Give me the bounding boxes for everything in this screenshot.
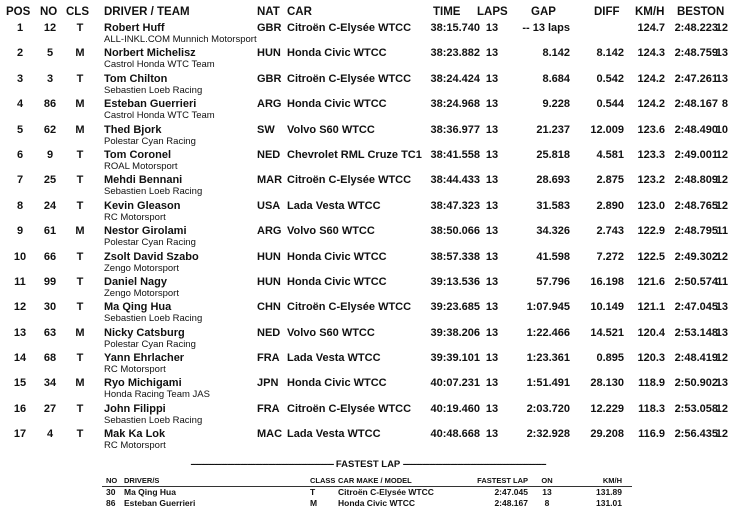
- table-row: [0, 301, 736, 326]
- cell-laps: 13: [485, 47, 499, 60]
- header-gap: GAP: [531, 6, 556, 18]
- cell-no: 68: [43, 352, 57, 365]
- cell-team: Castrol Honda WTC Team: [104, 59, 215, 71]
- cell-no: 27: [43, 402, 57, 415]
- cell-pos: 2: [16, 47, 24, 60]
- cell-on: 12: [715, 22, 728, 34]
- cell-no: 63: [43, 326, 57, 339]
- results-header: [0, 6, 736, 22]
- fl-cell-driver: Esteban Guerrieri: [124, 498, 196, 508]
- cell-best: 2:50.574: [674, 275, 718, 288]
- cell-on: 8: [721, 98, 728, 111]
- cell-driver: Mak Ka Lok: [104, 428, 166, 441]
- cell-best: 2:48.809: [674, 174, 718, 187]
- cell-gap: 8.684: [542, 72, 570, 85]
- cell-nat: GBR: [257, 22, 282, 34]
- cell-kmh: 120.4: [637, 326, 665, 339]
- cell-team: Zengo Motorsport: [104, 287, 179, 299]
- cell-kmh: 123.6: [637, 123, 665, 136]
- cell-diff: 0.542: [596, 72, 624, 85]
- cell-cls: T: [76, 301, 84, 314]
- table-row: [0, 73, 736, 98]
- cell-laps: 13: [485, 250, 499, 263]
- cell-time: 40:48.668: [430, 428, 480, 441]
- header-car: CAR: [287, 6, 312, 18]
- table-row: [0, 149, 736, 174]
- fl-header-class: CLASS: [310, 476, 336, 485]
- cell-best: 2:48.759: [674, 47, 718, 60]
- fl-cell-lap: 2:48.167: [494, 498, 528, 508]
- cell-kmh: 124.2: [637, 72, 665, 85]
- cell-gap: 28.693: [536, 174, 570, 187]
- table-row: [0, 251, 736, 276]
- cell-best: 2:48.223: [674, 22, 718, 34]
- cell-car: Honda Civic WTCC: [287, 47, 387, 60]
- cell-driver: Ryo Michigami: [104, 377, 182, 390]
- cell-nat: JPN: [257, 377, 279, 390]
- cell-kmh: 123.3: [637, 148, 665, 161]
- cell-pos: 15: [13, 377, 27, 390]
- fastest-lap-row: [102, 487, 662, 498]
- cell-cls: M: [75, 377, 85, 390]
- cell-on: 12: [715, 148, 728, 161]
- cell-on: 12: [715, 174, 728, 187]
- header-diff: DIFF: [594, 6, 620, 18]
- cell-best: 2:49.302: [674, 250, 718, 263]
- cell-time: 38:24.424: [430, 72, 480, 85]
- cell-car: Honda Civic WTCC: [287, 275, 387, 288]
- cell-laps: 13: [485, 72, 499, 85]
- cell-car: Volvo S60 WTCC: [287, 123, 375, 136]
- cell-on: 12: [715, 402, 728, 415]
- fl-cell-class: T: [310, 487, 316, 497]
- cell-diff: 0.895: [596, 352, 624, 365]
- cell-diff: 0.544: [596, 98, 624, 111]
- cell-driver: Nicky Catsburg: [104, 326, 185, 339]
- cell-cls: T: [76, 22, 84, 34]
- cell-nat: FRA: [257, 402, 280, 415]
- cell-laps: 13: [485, 199, 499, 212]
- cell-time: 40:07.231: [430, 377, 480, 390]
- cell-driver: Esteban Guerrieri: [104, 98, 197, 111]
- cell-kmh: 116.9: [638, 428, 665, 441]
- cell-pos: 7: [16, 174, 24, 187]
- divider-right: ------------------------------------------------------------------: [402, 459, 546, 470]
- fastest-lap-row: [102, 498, 662, 509]
- header-on: ON: [707, 6, 725, 18]
- cell-gap: 1:22.466: [526, 326, 570, 339]
- cell-team: Zengo Motorsport: [104, 262, 179, 274]
- header-pos: POS: [6, 6, 31, 18]
- cell-pos: 16: [13, 402, 27, 415]
- cell-driver: Zsolt David Szabo: [104, 250, 199, 263]
- fastest-lap-header: [102, 476, 662, 487]
- cell-time: 39:39.101: [430, 352, 480, 365]
- table-row: [0, 428, 736, 453]
- cell-laps: 13: [485, 148, 499, 161]
- cell-best: 2:53.058: [674, 402, 718, 415]
- cell-pos: 17: [13, 428, 27, 441]
- cell-cls: T: [76, 72, 84, 85]
- cell-cls: T: [76, 352, 84, 365]
- fl-header-no: NO: [106, 476, 118, 485]
- cell-time: 39:38.206: [430, 326, 480, 339]
- cell-diff: 10.149: [590, 301, 624, 314]
- table-row: [0, 200, 736, 225]
- cell-laps: 13: [485, 377, 499, 390]
- cell-driver: Thed Bjork: [104, 123, 162, 136]
- cell-diff: 7.272: [596, 250, 624, 263]
- cell-pos: 4: [16, 98, 24, 111]
- results-table: [0, 22, 736, 454]
- cell-time: 38:15.740: [430, 22, 480, 34]
- cell-on: 13: [715, 301, 728, 314]
- cell-team: ROAL Motorsport: [104, 160, 178, 172]
- cell-time: 38:24.968: [430, 98, 480, 111]
- header-laps: LAPS: [477, 6, 508, 18]
- cell-on: 12: [715, 250, 728, 263]
- cell-diff: 12.009: [590, 123, 624, 136]
- cell-nat: HUN: [257, 275, 281, 288]
- cell-nat: ARG: [257, 98, 282, 111]
- cell-car: Lada Vesta WTCC: [287, 199, 381, 212]
- cell-no: 61: [43, 225, 57, 238]
- cell-pos: 1: [16, 22, 24, 34]
- cell-diff: 16.198: [590, 275, 624, 288]
- cell-team: Polestar Cyan Racing: [104, 135, 196, 147]
- fl-cell-kmh: 131.01: [596, 498, 622, 508]
- cell-diff: 2.890: [596, 199, 624, 212]
- cell-on: 12: [715, 352, 728, 365]
- cell-gap: 9.228: [542, 98, 570, 111]
- header-best: BEST: [677, 6, 708, 18]
- cell-pos: 14: [13, 352, 27, 365]
- cell-kmh: 123.0: [637, 199, 665, 212]
- cell-laps: 13: [485, 428, 499, 441]
- fl-cell-car: Honda Civic WTCC: [338, 498, 415, 508]
- cell-cls: M: [75, 98, 85, 111]
- table-row: [0, 225, 736, 250]
- cell-car: Volvo S60 WTCC: [287, 326, 375, 339]
- cell-diff: 12.229: [590, 402, 624, 415]
- cell-nat: NED: [257, 326, 281, 339]
- header-time: TIME: [433, 6, 461, 18]
- cell-on: 13: [715, 326, 728, 339]
- cell-gap: 1:23.361: [526, 352, 570, 365]
- cell-nat: MAR: [257, 174, 283, 187]
- cell-car: Lada Vesta WTCC: [287, 428, 381, 441]
- cell-gap: 31.583: [536, 199, 570, 212]
- cell-car: Citroën C-Elysée WTCC: [287, 22, 412, 34]
- fastest-lap-label: FASTEST LAP: [335, 459, 401, 470]
- fl-cell-driver: Ma Qing Hua: [124, 487, 176, 497]
- table-row: [0, 174, 736, 199]
- cell-laps: 13: [485, 275, 499, 288]
- fl-header-kmh: KM/H: [602, 476, 622, 485]
- cell-team: Polestar Cyan Racing: [104, 237, 196, 249]
- table-row: [0, 377, 736, 402]
- cell-gap: 1:07.945: [526, 301, 570, 314]
- cell-on: 12: [715, 428, 728, 441]
- fl-header-car: CAR MAKE / MODEL: [338, 476, 412, 485]
- cell-diff: 29.208: [590, 428, 624, 441]
- cell-best: 2:48.167: [674, 98, 718, 111]
- cell-laps: 13: [485, 225, 499, 238]
- cell-cls: M: [75, 123, 85, 136]
- fl-cell-car: Citroën C-Elysée WTCC: [338, 487, 434, 497]
- header-nat: NAT: [257, 6, 280, 18]
- cell-no: 5: [46, 47, 54, 60]
- cell-nat: USA: [257, 199, 281, 212]
- cell-kmh: 118.9: [638, 377, 665, 390]
- cell-diff: 28.130: [590, 377, 624, 390]
- cell-on: 13: [715, 377, 728, 390]
- fastest-lap-title: [0, 459, 736, 470]
- cell-no: 99: [43, 275, 57, 288]
- cell-car: Chevrolet RML Cruze TC1: [287, 148, 422, 161]
- cell-gap: 2:32.928: [526, 428, 570, 441]
- cell-gap: 2:03.720: [526, 402, 570, 415]
- cell-time: 38:50.066: [430, 225, 480, 238]
- cell-car: Honda Civic WTCC: [287, 377, 387, 390]
- cell-laps: 13: [485, 22, 499, 34]
- cell-no: 62: [43, 123, 57, 136]
- cell-car: Lada Vesta WTCC: [287, 352, 381, 365]
- cell-nat: SW: [257, 123, 275, 136]
- cell-cls: T: [76, 428, 84, 441]
- cell-laps: 13: [485, 301, 499, 314]
- cell-cls: M: [75, 326, 85, 339]
- cell-car: Citroën C-Elysée WTCC: [287, 402, 412, 415]
- cell-best: 2:49.001: [674, 148, 718, 161]
- cell-time: 39:23.685: [430, 301, 480, 314]
- cell-cls: T: [76, 199, 84, 212]
- cell-nat: HUN: [257, 47, 281, 60]
- cell-nat: HUN: [257, 250, 281, 263]
- cell-pos: 5: [16, 123, 24, 136]
- cell-team: Castrol Honda WTC Team: [104, 110, 215, 122]
- cell-no: 34: [43, 377, 57, 390]
- cell-time: 38:41.558: [430, 148, 480, 161]
- cell-team: Sebastien Loeb Racing: [104, 84, 203, 96]
- cell-cls: M: [75, 47, 85, 60]
- fastest-lap-table: [102, 476, 662, 509]
- cell-team: RC Motorsport: [104, 440, 166, 452]
- cell-driver: John Filippi: [104, 402, 166, 415]
- cell-gap: 57.796: [536, 275, 570, 288]
- cell-nat: FRA: [257, 352, 280, 365]
- fl-cell-on: 8: [544, 498, 550, 508]
- cell-best: 2:48.490: [674, 123, 718, 136]
- cell-diff: 14.521: [590, 326, 624, 339]
- cell-no: 9: [46, 148, 54, 161]
- cell-nat: GBR: [257, 72, 282, 85]
- cell-nat: ARG: [257, 225, 282, 238]
- cell-time: 38:47.323: [430, 199, 480, 212]
- cell-laps: 13: [485, 402, 499, 415]
- cell-no: 3: [46, 72, 54, 85]
- cell-team: Sebastien Loeb Racing: [104, 313, 203, 325]
- table-row: [0, 403, 736, 428]
- cell-no: 86: [43, 98, 57, 111]
- header-driver-team: DRIVER / TEAM: [104, 6, 190, 18]
- cell-gap: 21.237: [536, 123, 570, 136]
- cell-car: Honda Civic WTCC: [287, 250, 387, 263]
- cell-driver: Mehdi Bennani: [104, 174, 183, 187]
- cell-best: 2:53.148: [674, 326, 718, 339]
- cell-cls: T: [76, 275, 84, 288]
- fl-cell-class: M: [310, 498, 318, 508]
- cell-kmh: 122.9: [637, 225, 665, 238]
- cell-driver: Nestor Girolami: [104, 225, 187, 238]
- cell-cls: T: [76, 250, 84, 263]
- fl-header-on: ON: [541, 476, 553, 485]
- cell-time: 38:57.338: [430, 250, 480, 263]
- cell-on: 12: [715, 199, 728, 212]
- cell-gap: 8.142: [542, 47, 570, 60]
- cell-no: 12: [43, 22, 57, 34]
- cell-kmh: 124.2: [637, 98, 665, 111]
- fl-cell-no: 30: [106, 487, 116, 497]
- cell-laps: 13: [485, 352, 499, 365]
- cell-gap: 41.598: [536, 250, 570, 263]
- cell-team: Honda Racing Team JAS: [104, 389, 210, 401]
- table-row: [0, 276, 736, 301]
- fl-header-drivers: DRIVER/S: [124, 476, 160, 485]
- cell-driver: Yann Ehrlacher: [104, 352, 185, 365]
- fl-cell-on: 13: [542, 487, 552, 497]
- fl-cell-kmh: 131.89: [596, 487, 622, 497]
- cell-on: 11: [716, 225, 728, 238]
- fl-cell-no: 86: [106, 498, 116, 508]
- cell-nat: NED: [257, 148, 281, 161]
- cell-driver: Kevin Gleason: [104, 199, 181, 212]
- cell-kmh: 124.7: [637, 22, 665, 34]
- table-row: [0, 47, 736, 72]
- cell-laps: 13: [485, 98, 499, 111]
- table-row: [0, 22, 736, 47]
- cell-kmh: 118.3: [638, 402, 665, 415]
- cell-gap: 25.818: [536, 148, 570, 161]
- cell-driver: Tom Chilton: [104, 72, 168, 85]
- cell-car: Citroën C-Elysée WTCC: [287, 174, 412, 187]
- cell-gap: 1:51.491: [526, 377, 570, 390]
- cell-pos: 8: [16, 199, 24, 212]
- cell-cls: T: [76, 148, 84, 161]
- cell-team: ALL-INKL.COM Munnich Motorsport: [104, 34, 257, 45]
- cell-gap: 34.326: [536, 225, 570, 238]
- cell-time: 40:19.460: [430, 402, 480, 415]
- cell-on: 13: [715, 72, 728, 85]
- cell-best: 2:50.902: [674, 377, 718, 390]
- cell-kmh: 123.2: [637, 174, 665, 187]
- cell-team: RC Motorsport: [104, 211, 166, 223]
- table-row: [0, 352, 736, 377]
- cell-pos: 12: [13, 301, 27, 314]
- cell-time: 39:13.536: [430, 275, 480, 288]
- cell-no: 66: [43, 250, 57, 263]
- cell-laps: 13: [485, 174, 499, 187]
- cell-best: 2:48.419: [674, 352, 718, 365]
- header-kmh: KM/H: [635, 6, 665, 18]
- cell-time: 38:36.977: [430, 123, 480, 136]
- table-row: [0, 98, 736, 123]
- cell-diff: 2.743: [596, 225, 624, 238]
- cell-best: 2:48.765: [674, 199, 718, 212]
- cell-no: 4: [46, 428, 54, 441]
- cell-no: 30: [43, 301, 57, 314]
- cell-pos: 9: [16, 225, 24, 238]
- cell-time: 38:44.433: [430, 174, 480, 187]
- cell-pos: 10: [13, 250, 27, 263]
- cell-kmh: 124.3: [637, 47, 665, 60]
- cell-on: 10: [715, 123, 728, 136]
- cell-driver: Robert Huff: [104, 22, 165, 34]
- cell-team: RC Motorsport: [104, 364, 166, 376]
- cell-driver: Daniel Nagy: [104, 275, 167, 288]
- fl-header-lap: FASTEST LAP: [477, 476, 528, 485]
- cell-diff: 4.581: [596, 148, 624, 161]
- cell-best: 2:47.261: [674, 72, 718, 85]
- cell-diff: 8.142: [596, 47, 624, 60]
- cell-nat: MAC: [257, 428, 283, 441]
- cell-diff: 2.875: [596, 174, 624, 187]
- cell-kmh: 122.5: [637, 250, 665, 263]
- divider-left: ------------------------------------------------------------------: [190, 459, 334, 470]
- cell-no: 25: [43, 174, 57, 187]
- cell-cls: M: [75, 225, 85, 238]
- cell-pos: 3: [16, 72, 24, 85]
- cell-driver: Tom Coronel: [104, 148, 172, 161]
- cell-no: 24: [43, 199, 57, 212]
- cell-team: Sebastien Loeb Racing: [104, 186, 203, 198]
- cell-kmh: 120.3: [637, 352, 665, 365]
- cell-team: Sebastien Loeb Racing: [104, 414, 203, 426]
- cell-car: Volvo S60 WTCC: [287, 225, 375, 238]
- table-row: [0, 327, 736, 352]
- cell-cls: T: [76, 402, 84, 415]
- cell-best: 2:56.435: [674, 428, 718, 441]
- cell-laps: 13: [485, 123, 499, 136]
- cell-driver: Ma Qing Hua: [104, 301, 172, 314]
- cell-nat: CHN: [257, 301, 281, 314]
- cell-kmh: 121.1: [637, 301, 665, 314]
- cell-on: 13: [715, 47, 728, 60]
- cell-car: Honda Civic WTCC: [287, 98, 387, 111]
- cell-best: 2:48.795: [674, 225, 718, 238]
- cell-laps: 13: [485, 326, 499, 339]
- cell-car: Citroën C-Elysée WTCC: [287, 72, 412, 85]
- cell-pos: 6: [16, 148, 24, 161]
- cell-car: Citroën C-Elysée WTCC: [287, 301, 412, 314]
- cell-best: 2:47.045: [674, 301, 718, 314]
- fastest-lap-rows: [102, 487, 662, 509]
- cell-team: Polestar Cyan Racing: [104, 338, 196, 350]
- table-row: [0, 124, 736, 149]
- cell-pos: 11: [14, 275, 26, 288]
- cell-driver: Norbert Michelisz: [104, 47, 196, 60]
- cell-on: 11: [716, 275, 728, 288]
- cell-cls: T: [76, 174, 84, 187]
- cell-kmh: 121.6: [637, 275, 665, 288]
- fl-cell-lap: 2:47.045: [494, 487, 528, 497]
- cell-gap: -- 13 laps: [522, 22, 570, 34]
- cell-pos: 13: [13, 326, 27, 339]
- header-cls: CLS: [66, 6, 89, 18]
- header-no: NO: [40, 6, 58, 18]
- cell-time: 38:23.882: [430, 47, 480, 60]
